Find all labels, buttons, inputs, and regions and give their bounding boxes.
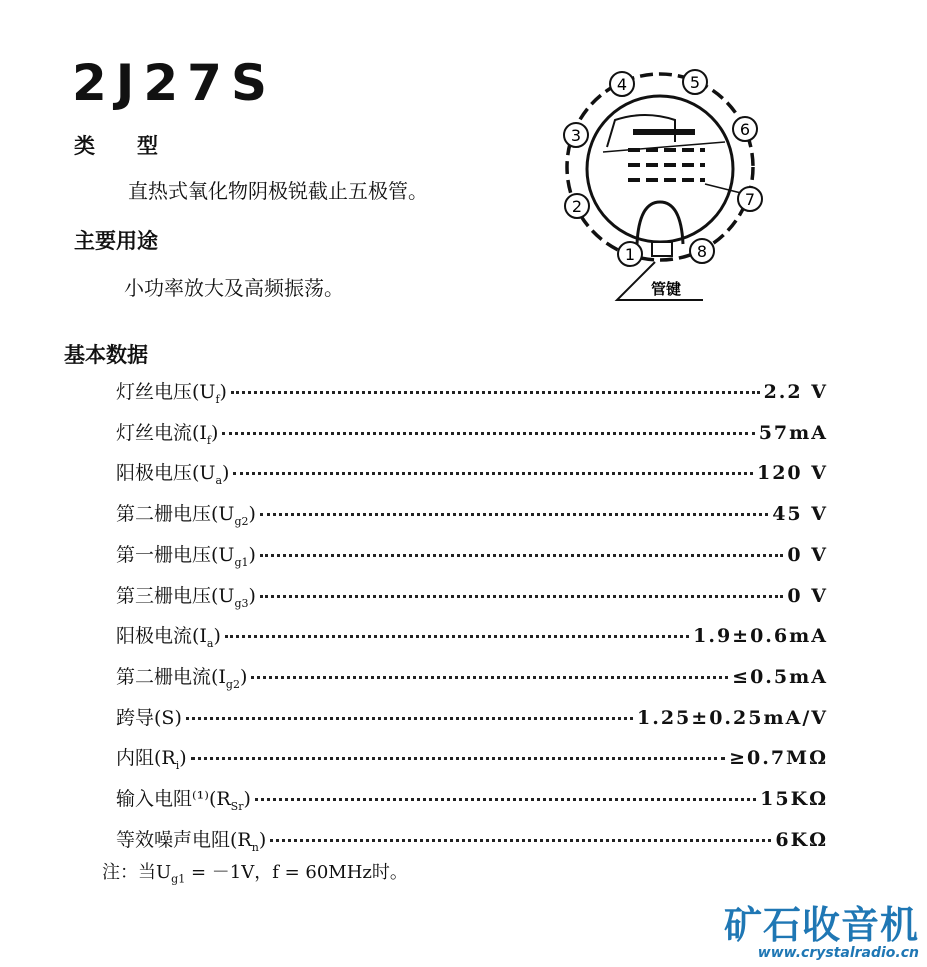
leader-dots [260, 513, 768, 516]
leader-dots [270, 839, 771, 842]
pin-8 [690, 239, 714, 263]
param-row [116, 421, 828, 447]
leader-dots [255, 798, 756, 801]
param-value: 45 V [772, 503, 828, 526]
param-row [116, 584, 828, 610]
type-heading: 类 型 [74, 134, 158, 158]
param-row [116, 543, 828, 569]
param-label: 第三栅电压$(U_{g3})$ [116, 584, 256, 610]
leader-dots [260, 554, 784, 557]
svg-text:1: 1 [624, 245, 636, 264]
pin-2 [565, 194, 589, 218]
param-row [116, 828, 828, 854]
param-label: 第二栅电压$(U_{g2})$ [116, 503, 256, 528]
param-value: ≥0.7MΩ [729, 747, 828, 770]
leader-dots [260, 595, 784, 598]
svg-text:3: 3 [570, 126, 582, 145]
filament [637, 202, 683, 244]
param-value: 15KΩ [760, 788, 828, 810]
leader-dots [191, 757, 725, 760]
leader-dots [233, 472, 753, 475]
use-text: 小功率放大及高频振荡。 [124, 276, 344, 300]
leader-dots [186, 717, 633, 720]
param-value: 57mA [758, 421, 828, 444]
param-row [116, 464, 828, 486]
pin-6 [733, 117, 757, 141]
param-label: 第一栅电压$(U_{g1})$ [116, 543, 256, 569]
leader-dots [225, 635, 689, 638]
pin-4 [610, 72, 634, 96]
leader-dots [231, 391, 760, 394]
param-value: 1.25±0.25mA/V [637, 706, 828, 729]
pin-diagram [555, 62, 765, 307]
leader-dots [222, 432, 754, 435]
svg-text:8: 8 [696, 242, 708, 261]
param-row [116, 790, 828, 812]
param-value: 2.2 V [763, 381, 828, 403]
leader-dots [251, 676, 728, 679]
param-value: 0 V [787, 584, 828, 607]
svg-text:7: 7 [744, 190, 756, 209]
param-label: 内阻$(R_i)$ [116, 747, 187, 773]
tube-title: 2J27S [72, 54, 276, 112]
param-label: 跨导(S) [116, 706, 182, 729]
param-value: 0 V [787, 543, 828, 566]
param-label: 等效噪声电阻$(R_n)$ [116, 828, 267, 854]
param-row [116, 627, 828, 649]
tube-envelope [587, 96, 733, 242]
socket-outline [567, 74, 756, 260]
param-label: 输入电阻$^{(1)}(R_{Sr})$ [116, 788, 251, 813]
svg-text:4: 4 [616, 75, 628, 94]
data-heading: 基本数据 [64, 343, 148, 367]
key-label: 管键 [651, 280, 682, 298]
param-value: 6KΩ [775, 828, 828, 851]
param-row [116, 706, 828, 731]
param-row [116, 505, 828, 527]
param-label: 阳极电流$(I_a)$ [116, 625, 221, 650]
type-text: 直热式氧化物阴极锐截止五极管。 [128, 179, 428, 203]
watermark-name: 矿石收音机 [723, 903, 919, 947]
param-label: 灯丝电流$(I_f)$ [116, 421, 219, 447]
pin-7 [738, 187, 762, 211]
svg-text:5: 5 [689, 73, 701, 92]
param-value: ≤0.5mA [732, 665, 828, 688]
tube-key [652, 242, 672, 256]
use-heading: 主要用途 [74, 229, 158, 253]
watermark-url: www.crystalradio.cn [757, 945, 919, 961]
param-value: 120 V [756, 462, 828, 485]
svg-text:2: 2 [571, 197, 583, 216]
param-value: 1.9±0.6mA [693, 625, 828, 648]
svg-text:6: 6 [739, 120, 751, 139]
param-label: 阳极电压$(U_a)$ [116, 462, 230, 488]
pin-3 [564, 123, 588, 147]
param-label: 灯丝电压$(U_f)$ [116, 381, 227, 406]
footnote: 注：当$U_{g1} = -1V$，f = 60MHz时。 [102, 862, 408, 886]
param-label: 第二栅电流$(I_{g2})$ [116, 665, 248, 691]
param-row [116, 749, 828, 771]
pin-5 [683, 70, 707, 94]
pin-1 [618, 242, 642, 266]
param-row [116, 665, 828, 691]
param-row [116, 383, 828, 405]
